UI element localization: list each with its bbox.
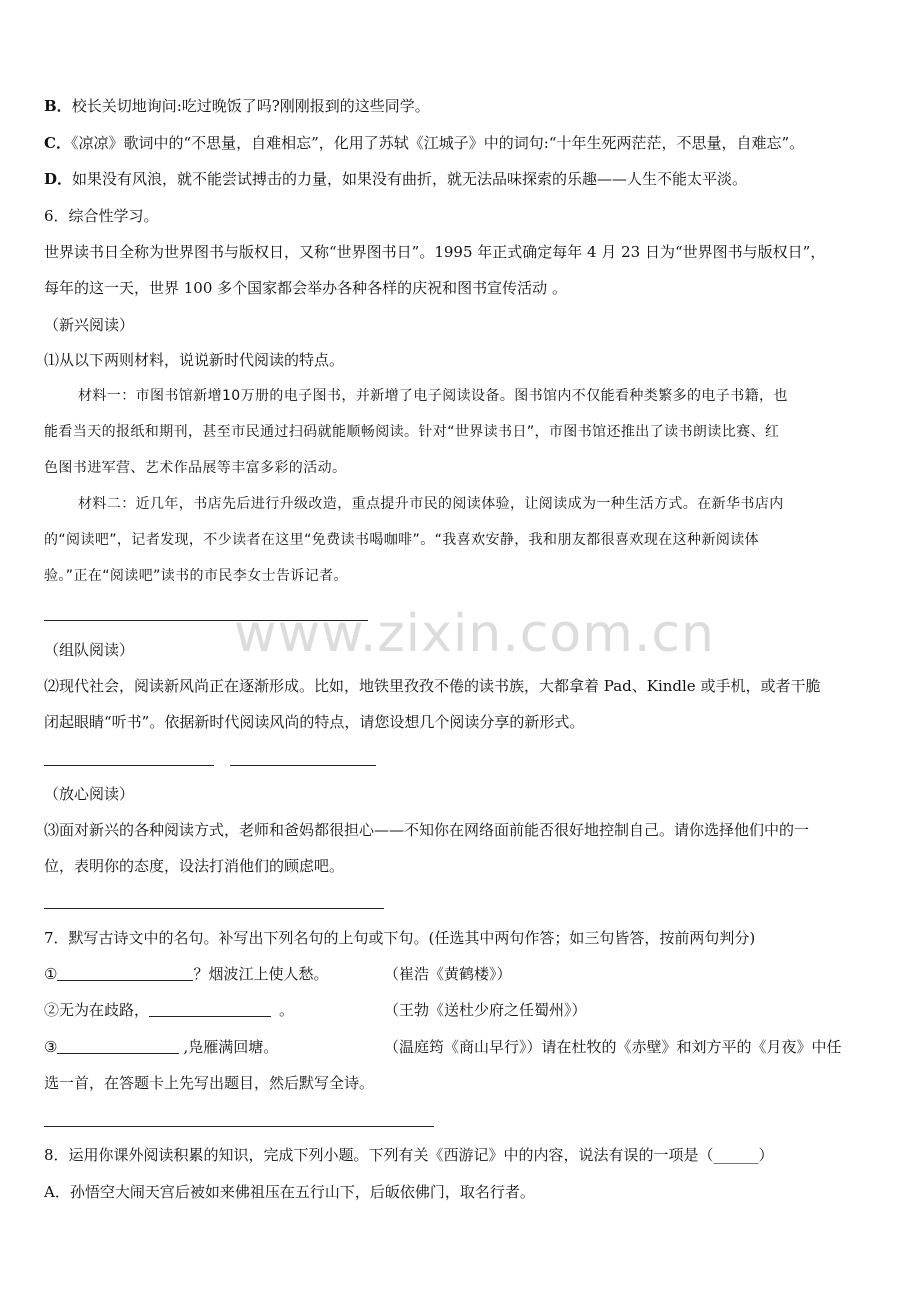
- material-1-line-2: 能看当天的报纸和期刊，甚至市民通过扫码就能顺畅阅读。针对“世界读书日”，市图书馆还推出了读书朗读比赛、红: [44, 424, 780, 440]
- answer-line-part1[interactable]: [44, 620, 368, 621]
- answer-line-part2-a[interactable]: [44, 765, 214, 766]
- option-c-label: C．: [44, 134, 71, 152]
- material-2-line-3: 验。”正在“阅读吧”读书的市民李女士告诉记者。: [44, 568, 348, 584]
- q7-item-2-source: （王勃《送杜少府之任蜀州》）: [384, 1001, 587, 1019]
- q7-item-1: [44, 964, 328, 984]
- option-b-text: 校长关切地询问:吃过晚饭了吗?刚刚报到的这些同学。: [71, 97, 430, 115]
- option-d-label: D．: [44, 170, 73, 188]
- part1-heading: （新兴阅读）: [44, 316, 135, 334]
- q7-item-1-text: ？烟波江上使人愁。: [193, 965, 329, 983]
- answer-line-part3[interactable]: [44, 908, 384, 909]
- q7-item-1-blank[interactable]: [57, 965, 193, 981]
- q6-intro-line-2: 每年的这一天，世界 100 多个国家都会举办各种各样的庆祝和图书宣传活动 。: [44, 279, 567, 297]
- part2-heading: （组队阅读）: [44, 641, 135, 659]
- option-b: [44, 96, 430, 116]
- q7-item-2-text: ②无为在歧路，: [44, 1001, 150, 1019]
- q7-item-3-text: ,凫雁满回塘。: [183, 1038, 279, 1056]
- option-c-text: 《凉凉》歌词中的“不思量，自难相忘”，化用了苏轼《江城子》中的词句:“十年生死两茫茫，不思量，自难忘”。: [70, 134, 805, 152]
- part3-heading: （放心阅读）: [44, 785, 135, 803]
- q6-intro-line-1: 世界读书日全称为世界图书与版权日，又称“世界图书日”。1995 年正式确定每年 4 月 23 日为“世界图书与版权日”，: [44, 243, 826, 261]
- answer-line-q7[interactable]: [44, 1126, 434, 1127]
- material-2-line-1: 材料二：近几年，书店先后进行升级改造，重点提升市民的阅读体验，让阅读成为一种生活方式。在新华书店内: [78, 496, 784, 512]
- material-1-line-1: 材料一：市图书馆新增10万册的电子图书，并新增了电子阅读设备。图书馆内不仅能看种类繁多的电子书籍，也: [78, 388, 788, 404]
- material-2-line-2: 的“阅读吧”，记者发现，不少读者在这里“免费读书喝咖啡”。“我喜欢安静，我和朋友都很喜欢现在这种新阅读体: [44, 532, 760, 548]
- q6-title: 6．综合性学习。: [44, 207, 159, 225]
- q7-item-1-source: （崔浩《黄鹤楼》）: [384, 965, 512, 983]
- part3-question-line-2: 位，表明你的态度，设法打消他们的顾虑吧。: [44, 857, 345, 875]
- q7-item-3-continued: 选一首，在答题卡上先写出题目，然后默写全诗。: [44, 1074, 375, 1092]
- option-c: [44, 133, 804, 153]
- option-b-label: B．: [44, 97, 72, 115]
- part1-question: ⑴从以下两则材料，说说新时代阅读的特点。: [44, 351, 345, 369]
- q7-item-2-blank[interactable]: [149, 1001, 271, 1017]
- part3-question-line-1: ⑶面对新兴的各种阅读方式，老师和爸妈都很担心——不知你在网络面前能否很好地控制自己。请你选择他们中的一: [44, 821, 810, 839]
- q8-option-a: A．孙悟空大闹天宫后被如来佛祖压在五行山下，后皈依佛门，取名行者。: [44, 1183, 535, 1201]
- q7-item-3-num: ③: [44, 1038, 58, 1056]
- material-1-line-3: 色图书进军营、艺术作品展等丰富多彩的活动。: [44, 460, 347, 476]
- part2-question-line-1: ⑵现代社会，阅读新风尚正在逐渐形成。比如，地铁里孜孜不倦的读书族，大都拿着 Pad、Kindle 或手机，或者干脆: [44, 677, 821, 695]
- q7-item-2: [44, 1000, 294, 1020]
- q8-title: 8．运用你课外阅读积累的知识，完成下列小题。下列有关《西游记》中的内容，说法有误的一项是（______）: [44, 1146, 774, 1164]
- watermark: www.zixin.com.cn: [234, 604, 715, 664]
- option-d: [44, 169, 747, 189]
- part2-question-line-2: 闭起眼睛“听书”。依据新时代阅读风尚的特点，请您设想几个阅读分享的新形式。: [44, 713, 585, 731]
- option-d-text: 如果没有风浪，就不能尝试搏击的力量，如果没有曲折，就无法品味探索的乐趣——人生不能太平淡。: [72, 170, 748, 188]
- q7-item-3-source: （温庭筠《商山早行》）请在杜牧的《赤壁》和刘方平的《月夜》中任: [384, 1038, 842, 1056]
- q7-item-3-blank[interactable]: [57, 1038, 179, 1054]
- q7-item-2-end: 。: [279, 1001, 295, 1019]
- q7-item-1-num: ①: [44, 965, 58, 983]
- q7-item-3: [44, 1037, 278, 1057]
- answer-line-part2-b[interactable]: [230, 765, 376, 766]
- q7-title: 7．默写古诗文中的名句。补写出下列名句的上句或下句。(任选其中两句作答；如三句皆答，按前两句判分): [44, 929, 756, 947]
